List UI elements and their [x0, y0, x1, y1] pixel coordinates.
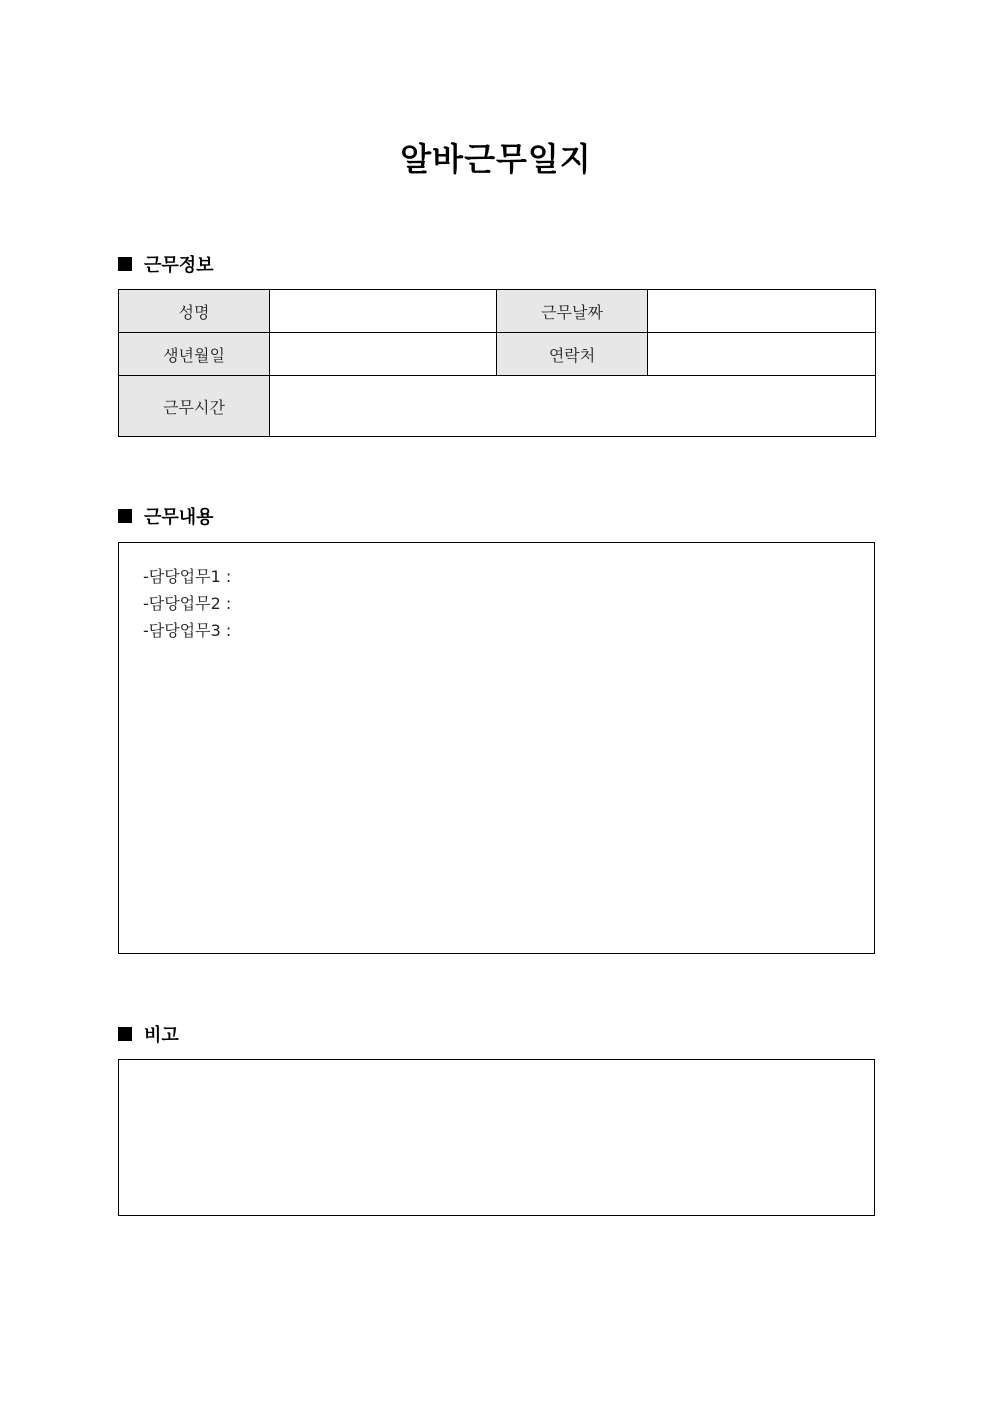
contact-label: 연락처 [497, 333, 648, 376]
work-hours-field[interactable] [270, 376, 876, 437]
table-row [119, 333, 876, 376]
work-date-field[interactable] [648, 290, 876, 333]
document-title: 알바근무일지 [400, 140, 592, 178]
task-list [119, 543, 874, 644]
table-row [119, 376, 876, 437]
name-field[interactable] [270, 290, 497, 333]
work-hours-label: 근무시간 [119, 376, 270, 437]
section-heading-work-info [118, 252, 214, 276]
section-heading-work-content [118, 504, 214, 528]
square-bullet-icon [118, 1027, 132, 1041]
remarks-box[interactable] [118, 1059, 875, 1216]
list-item: -담당업무2 : [143, 594, 232, 613]
square-bullet-icon [118, 257, 132, 271]
work-info-table [118, 289, 876, 437]
birth-date-field[interactable] [270, 333, 497, 376]
section-heading-label: 근무내용 [144, 507, 214, 528]
table-row [119, 290, 876, 333]
list-item: -담당업무1 : [143, 567, 232, 586]
list-item: -담당업무3 : [143, 621, 232, 640]
work-date-label: 근무날짜 [497, 290, 648, 333]
square-bullet-icon [118, 509, 132, 523]
name-label: 성명 [119, 290, 270, 333]
section-heading-label: 근무정보 [144, 255, 214, 276]
birth-date-label: 생년월일 [119, 333, 270, 376]
work-content-box[interactable] [118, 542, 875, 954]
section-heading-remarks [118, 1022, 179, 1046]
section-heading-label: 비고 [144, 1025, 179, 1046]
contact-field[interactable] [648, 333, 876, 376]
